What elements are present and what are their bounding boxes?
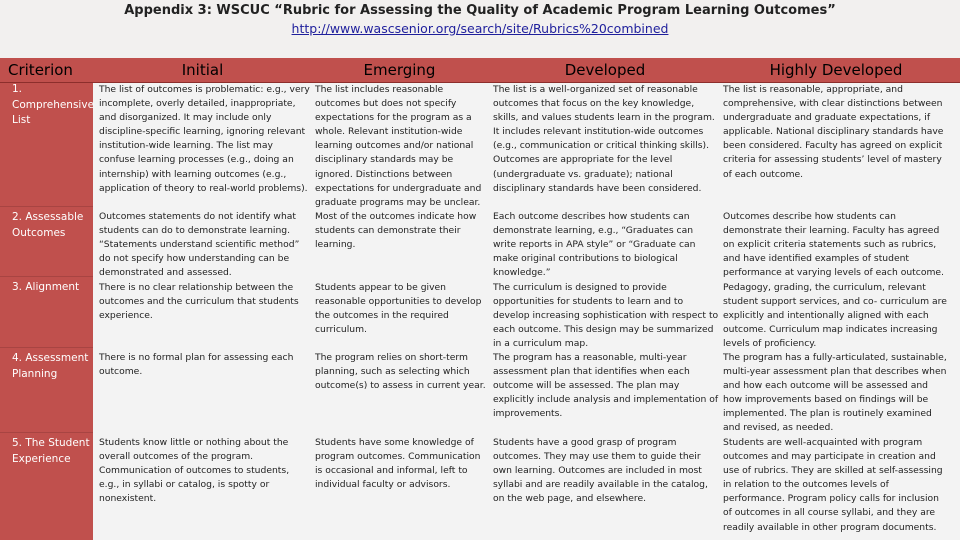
row4-developed: The program has a reasonable, multi-year assessment plan that identifies when each outcome will be assessed. The plan may explicitly include analysis and implementation of improvements. [493,352,719,420]
row5-emerging: Students have some knowledge of program outcomes. Communication is occasional and informal, left to individual faculty or advisors. [315,437,481,491]
header-criterion: Criterion [8,61,73,79]
row3-initial: There is no clear relationship between the outcomes and the curriculum that students experience. [99,282,299,322]
row-separator [0,432,93,433]
row4-highly-developed: The program has a fully-articulated, sustainable, multi-year assessment plan that describes when and how each outcome will be assessed and how improvements based on findings will be implemented. The plan is routinely examined and revised, as needed. [723,352,947,434]
row2-initial: Outcomes statements do not identify what students can do to demonstrate learning. “Statements understand scientific method” do not specify how understanding can be demonstrated and assessed. [99,211,300,279]
rubric-link[interactable]: http://www.wascsenior.org/search/site/Rubrics%20combined [291,21,669,36]
row-separator [0,206,93,207]
row1-developed: The list is a well-organized set of reasonable outcomes that focus on the key knowledge, skills, and values students learn in the program. It includes relevant institution-wide outcomes (e.g., communication or critical thinking skills). Outcomes are appropriate for the level (undergraduate vs. graduate); national disciplinary standards have been considered. [493,84,715,194]
row2-emerging: Most of the outcomes indicate how students can demonstrate their learning. [315,211,477,251]
row4-initial: There is no formal plan for assessing each outcome. [99,352,294,378]
row-separator [0,276,93,277]
row2-highly-developed: Outcomes describe how students can demonstrate their learning. Faculty has agreed on explicit criteria statements such as rubrics, and have identified examples of student performance at varying levels of each outcome. [723,211,944,279]
header-emerging: Emerging [363,61,436,79]
row1-initial: The list of outcomes is problematic: e.g., very incomplete, overly detailed, inappropriate, and disorganized. It may include only discipline-specific learning, ignoring relevant institution-wide learning. The list may confuse learning processes (e.g., doing an internship) with learning outcomes (e.g., application of theory to real-world problems). [99,84,310,194]
criterion-3: 3. Alignment [12,281,80,293]
header-developed: Developed [564,61,646,79]
row1-emerging: The list includes reasonable outcomes but does not specify expectations for the program as a whole. Relevant institution-wide learning outcomes and/or national disciplinary standards may be ignored. Distinctions between expectations for undergraduate and graduate programs may be unclear. [315,84,482,208]
criterion-4: 4. Assessment Planning [12,352,89,380]
row3-developed: The curriculum is designed to provide opportunities for students to learn and to develop increasing sophistication with respect to each outcome. This design may be summarized in a curriculum map. [493,282,719,350]
row5-developed: Students have a good grasp of program outcomes. They may use them to guide their own learning. Outcomes are included in most syllabi and are readily available in the catalog, on the web page, and elsewhere. [493,437,708,505]
row2-developed: Each outcome describes how students can demonstrate learning, e.g., “Graduates can write reports in APA style” or “Graduate can make original contributions to biological knowledge.” [493,211,696,279]
row-separator [0,347,93,348]
row4-emerging: The program relies on short-term planning, such as selecting which outcome(s) to assess in current year. [315,352,486,392]
row3-emerging: Students appear to be given reasonable opportunities to develop the outcomes in the required curriculum. [315,282,482,336]
criterion-2: 2. Assessable Outcomes [12,211,84,239]
criterion-5: 5. The Student Experience [12,437,90,465]
criterion-column [0,58,93,540]
header-highly-developed: Highly Developed [769,61,903,79]
slide-title: Appendix 3: WSCUC “Rubric for Assessing the Quality of Academic Program Learning Outcomes” [124,3,836,18]
row3-highly-developed: Pedagogy, grading, the curriculum, relevant student support services, and co- curriculum are explicitly and intentionally aligned with each outcome. Curriculum map indicates increasing levels of proficiency. [723,282,947,350]
criterion-1: 1. Comprehensive List [12,83,95,126]
row5-initial: Students know little or nothing about the overall outcomes of the program. Communication of outcomes to students, e.g., in syllabi or catalog, is spotty or nonexistent. [99,437,290,505]
row1-highly-developed: The list is reasonable, appropriate, and comprehensive, with clear distinctions between undergraduate and graduate expectations, if applicable. National disciplinary standards have been considered. Faculty has agreed on explicit criteria for assessing students’ level of mastery of each outcome. [723,84,944,180]
table-header [0,58,960,83]
row5-highly-developed: Students are well-acquainted with program outcomes and may participate in creation and use of rubrics. They are skilled at self-assessing in relation to the outcomes levels of performance. Program policy calls for inclusion of outcomes in all course syllabi, and they are readily available in other program documents. [723,437,943,533]
header-initial: Initial [181,61,224,79]
